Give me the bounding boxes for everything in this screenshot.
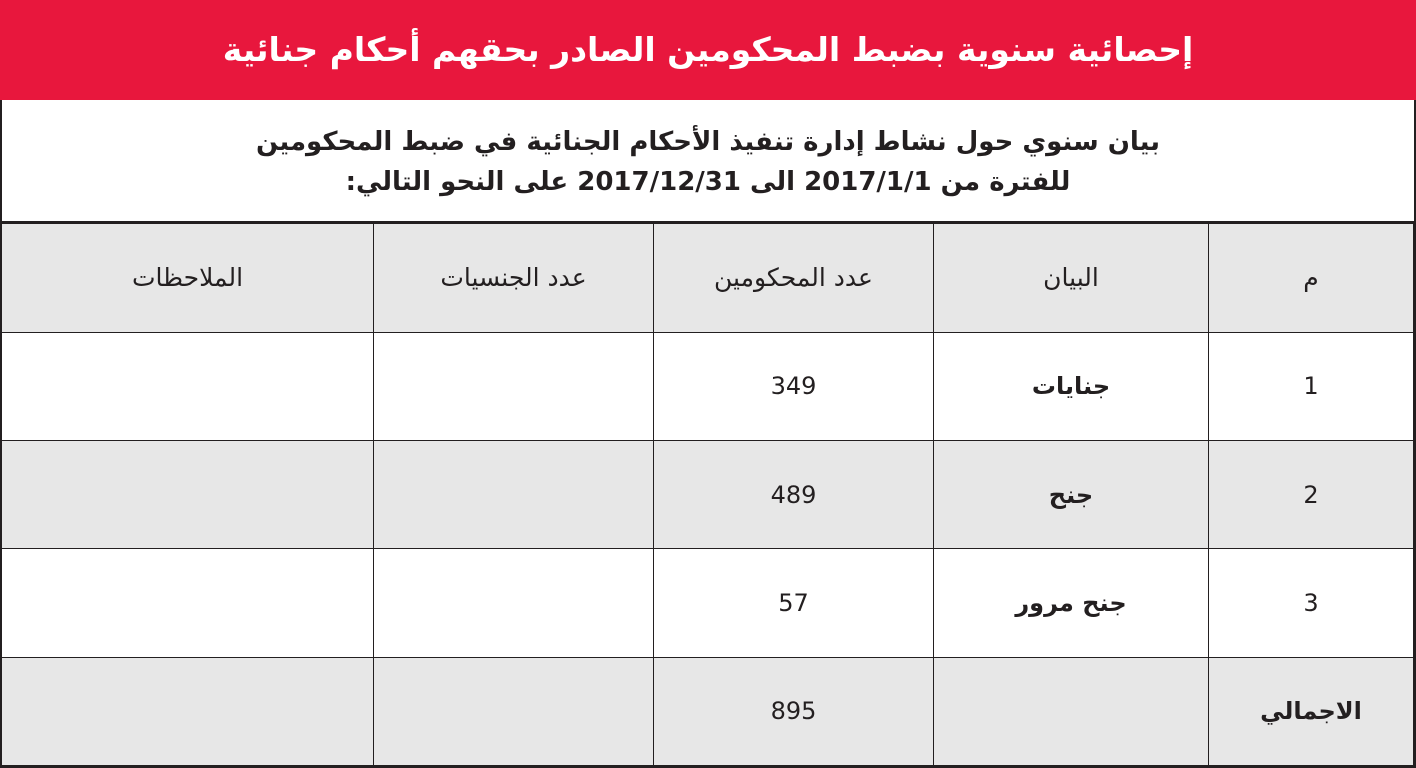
cell-nationalities-count xyxy=(374,332,654,440)
column-header-statement: البيان xyxy=(934,223,1209,332)
cell-statement: جنح مرور xyxy=(934,549,1209,657)
column-header-index: م xyxy=(1209,223,1414,332)
cell-total-nationalities-count xyxy=(374,657,654,765)
table-row xyxy=(2,440,1414,548)
cell-total-statement xyxy=(934,657,1209,765)
cell-notes xyxy=(2,332,374,440)
cell-nationalities-count xyxy=(374,440,654,548)
cell-index: 3 xyxy=(1209,549,1414,657)
title-banner xyxy=(0,0,1416,100)
column-header-notes: الملاحظات xyxy=(2,223,374,332)
table-row xyxy=(2,332,1414,440)
cell-notes xyxy=(2,549,374,657)
statistics-table-container xyxy=(0,221,1416,768)
column-header-nationalities-count: عدد الجنسيات xyxy=(374,223,654,332)
column-header-convicts-count: عدد المحكومين xyxy=(654,223,934,332)
cell-convicts-count: 489 xyxy=(654,440,934,548)
cell-index: 1 xyxy=(1209,332,1414,440)
table-row xyxy=(2,549,1414,657)
cell-total-convicts-count: 895 xyxy=(654,657,934,765)
cell-total-label: الاجمالي xyxy=(1209,657,1414,765)
cell-nationalities-count xyxy=(374,549,654,657)
cell-index: 2 xyxy=(1209,440,1414,548)
cell-notes xyxy=(2,440,374,548)
table-header-row xyxy=(2,223,1414,332)
table-header xyxy=(2,223,1414,332)
cell-convicts-count: 57 xyxy=(654,549,934,657)
subtitle-line-1: بيان سنوي حول نشاط إدارة تنفيذ الأحكام الجنائية في ضبط المحكومين xyxy=(255,127,1161,157)
table-body xyxy=(2,332,1414,765)
page-title: إحصائية سنوية بضبط المحكومين الصادر بحقهم أحكام جنائية xyxy=(222,30,1194,70)
statistics-table xyxy=(1,223,1414,766)
cell-total-notes xyxy=(2,657,374,765)
cell-convicts-count: 349 xyxy=(654,332,934,440)
subtitle-block xyxy=(0,100,1416,221)
cell-statement: جنايات xyxy=(934,332,1209,440)
subtitle-line-2: للفترة من 2017/1/1 الى 2017/12/31 على النحو التالي: xyxy=(345,167,1071,198)
cell-statement: جنح xyxy=(934,440,1209,548)
table-total-row xyxy=(2,657,1414,765)
